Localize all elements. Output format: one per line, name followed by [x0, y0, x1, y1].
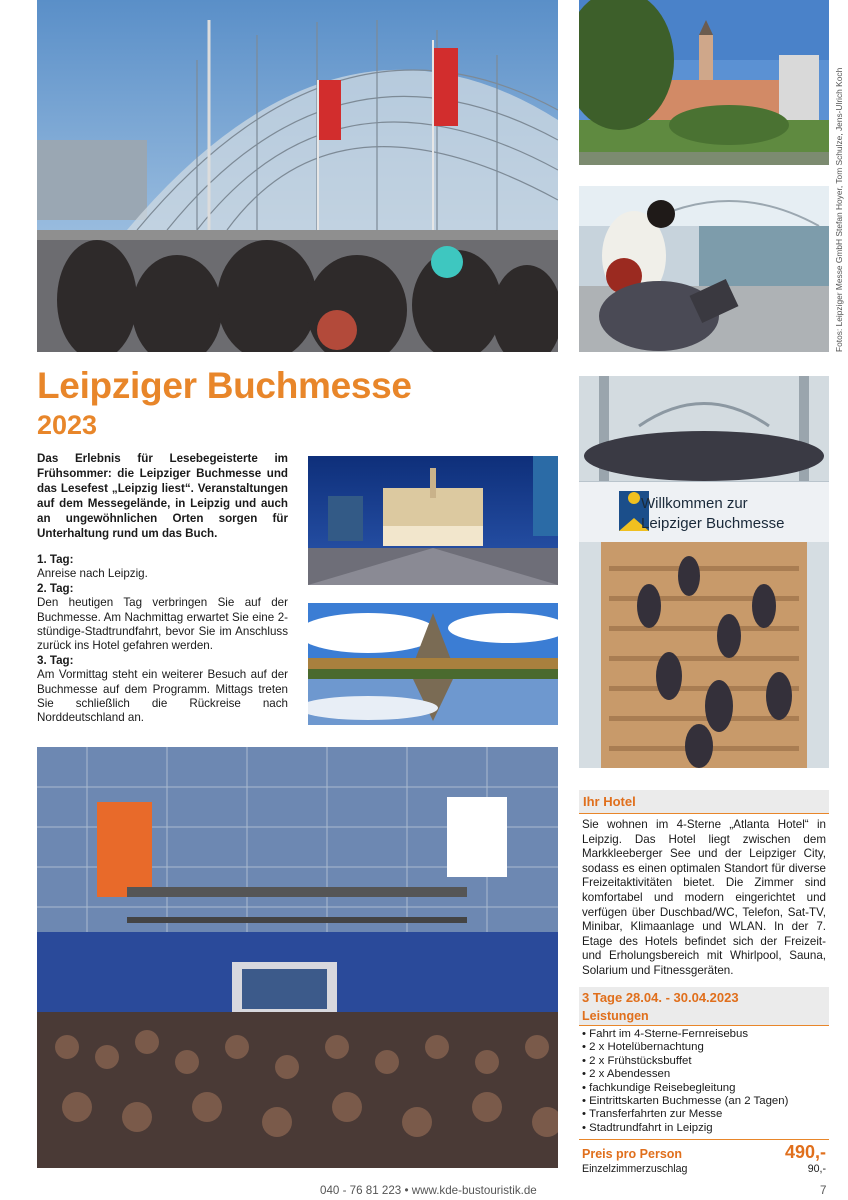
services-heading: Leistungen: [579, 1008, 829, 1026]
hotel-info-box: [579, 790, 829, 975]
service-item: • Stadtrundfahrt in Leipzig: [582, 1122, 826, 1135]
service-item: • Fahrt im 4-Sterne-Fernreisebus: [582, 1028, 826, 1041]
supplement-row: [579, 1163, 829, 1176]
photo-credit-text: Fotos: Leipziger Messe GmbH Stefan Hoyer, Tom Schulze, Jens-Ulrich Koch: [834, 67, 844, 352]
photo-hall-stairs: [579, 376, 829, 768]
day-text: Am Vormittag steht ein weiterer Besuch auf der Buchmesse auf dem Programm. Mittags treten Sie schließlich die Rückreise nach Norddeutschland an.: [37, 668, 288, 725]
service-item: • fachkundige Reisebegleitung: [582, 1082, 826, 1095]
day-label: 1. Tag:: [37, 553, 74, 566]
page-year: 2023: [37, 410, 98, 440]
page-title: Leipziger Buchmesse: [37, 365, 412, 406]
photo-reader-by-water: [579, 186, 829, 352]
welcome-sign-line1: Willkommen zur: [641, 495, 748, 512]
day-label: 3. Tag:: [37, 653, 74, 667]
supplement-label: Einzelzimmerzuschlag: [582, 1163, 688, 1176]
hotel-text: Sie wohnen im 4-Sterne „Atlanta Hotel“ in Leipzig. Das Hotel liegt zwischen dem Markkleeberger See und der Leipziger City, sodass es einen optimalen Standort für diverse Freizeitaktivitäten bietet. Die Zimmer sind komfortabel und modern eingerichtet und verfügen über Duschbad/WC, Telefon, Sat-TV, Minibar, Klimaanlage und WLAN. In der 7. Etage des Hotels befindet sich der Freizeit- und Erholungsbereich mit Whirlpool, Sauna, Solarium und Fitnessgeräten.: [582, 818, 826, 977]
welcome-sign: [641, 494, 829, 534]
hotel-heading: Ihr Hotel: [579, 790, 829, 814]
photo-glass-hall-crowd: [37, 0, 558, 352]
services-list: [579, 1028, 829, 1135]
service-item: • 2 x Frühstücksbuffet: [582, 1055, 826, 1068]
service-item: • Transferfahrten zur Messe: [582, 1108, 826, 1121]
welcome-sign-line2: Leipziger Buchmesse: [641, 515, 785, 532]
photo-credit: [834, 40, 846, 352]
price-value: 490,-: [784, 1142, 826, 1163]
itinerary: [37, 553, 288, 726]
supplement-value: 90,-: [807, 1163, 826, 1176]
trip-dates: 3 Tage 28.04. - 30.04.2023: [579, 987, 829, 1008]
service-item: • Eintrittskarten Buchmesse (an 2 Tagen): [582, 1095, 826, 1108]
page-footer: [0, 1184, 848, 1198]
day-text: Den heutigen Tag verbringen Sie auf der Buchmesse. Am Nachmittag erwartet Sie eine 2-stündige-Stadtrundfahrt, bevor Sie im Anschluss zurück ins Hotel gefahren werden.: [37, 596, 288, 653]
photo-leipzig-town-hall: [579, 0, 829, 165]
intro-text: Das Erlebnis für Lesebegeisterte im Frühsommer: die Leipziger Buchmesse und das Lesefest „Leipzig liest“. Veranstaltungen auf dem Messegelände, in Leipzig und auch an ungewöhnlichen Orten sorgen für Unterhaltung rund um das Buch.: [37, 452, 288, 540]
photo-night-square: [308, 456, 558, 585]
photo-stage-audience: [37, 747, 558, 1168]
day-text: Anreise nach Leipzig.: [37, 567, 148, 581]
price-row: [579, 1139, 829, 1163]
photo-monument-reflection: [308, 603, 558, 725]
footer-contact: 040 - 76 81 223 • www.kde-bustouristik.de: [320, 1184, 537, 1197]
trip-info-box: [579, 987, 829, 1176]
page-number: 7: [820, 1184, 827, 1197]
service-item: • 2 x Hotelübernachtung: [582, 1041, 826, 1054]
day-label: 2. Tag:: [37, 581, 74, 595]
service-item: • 2 x Abendessen: [582, 1068, 826, 1081]
price-label: Preis pro Person: [582, 1147, 683, 1162]
